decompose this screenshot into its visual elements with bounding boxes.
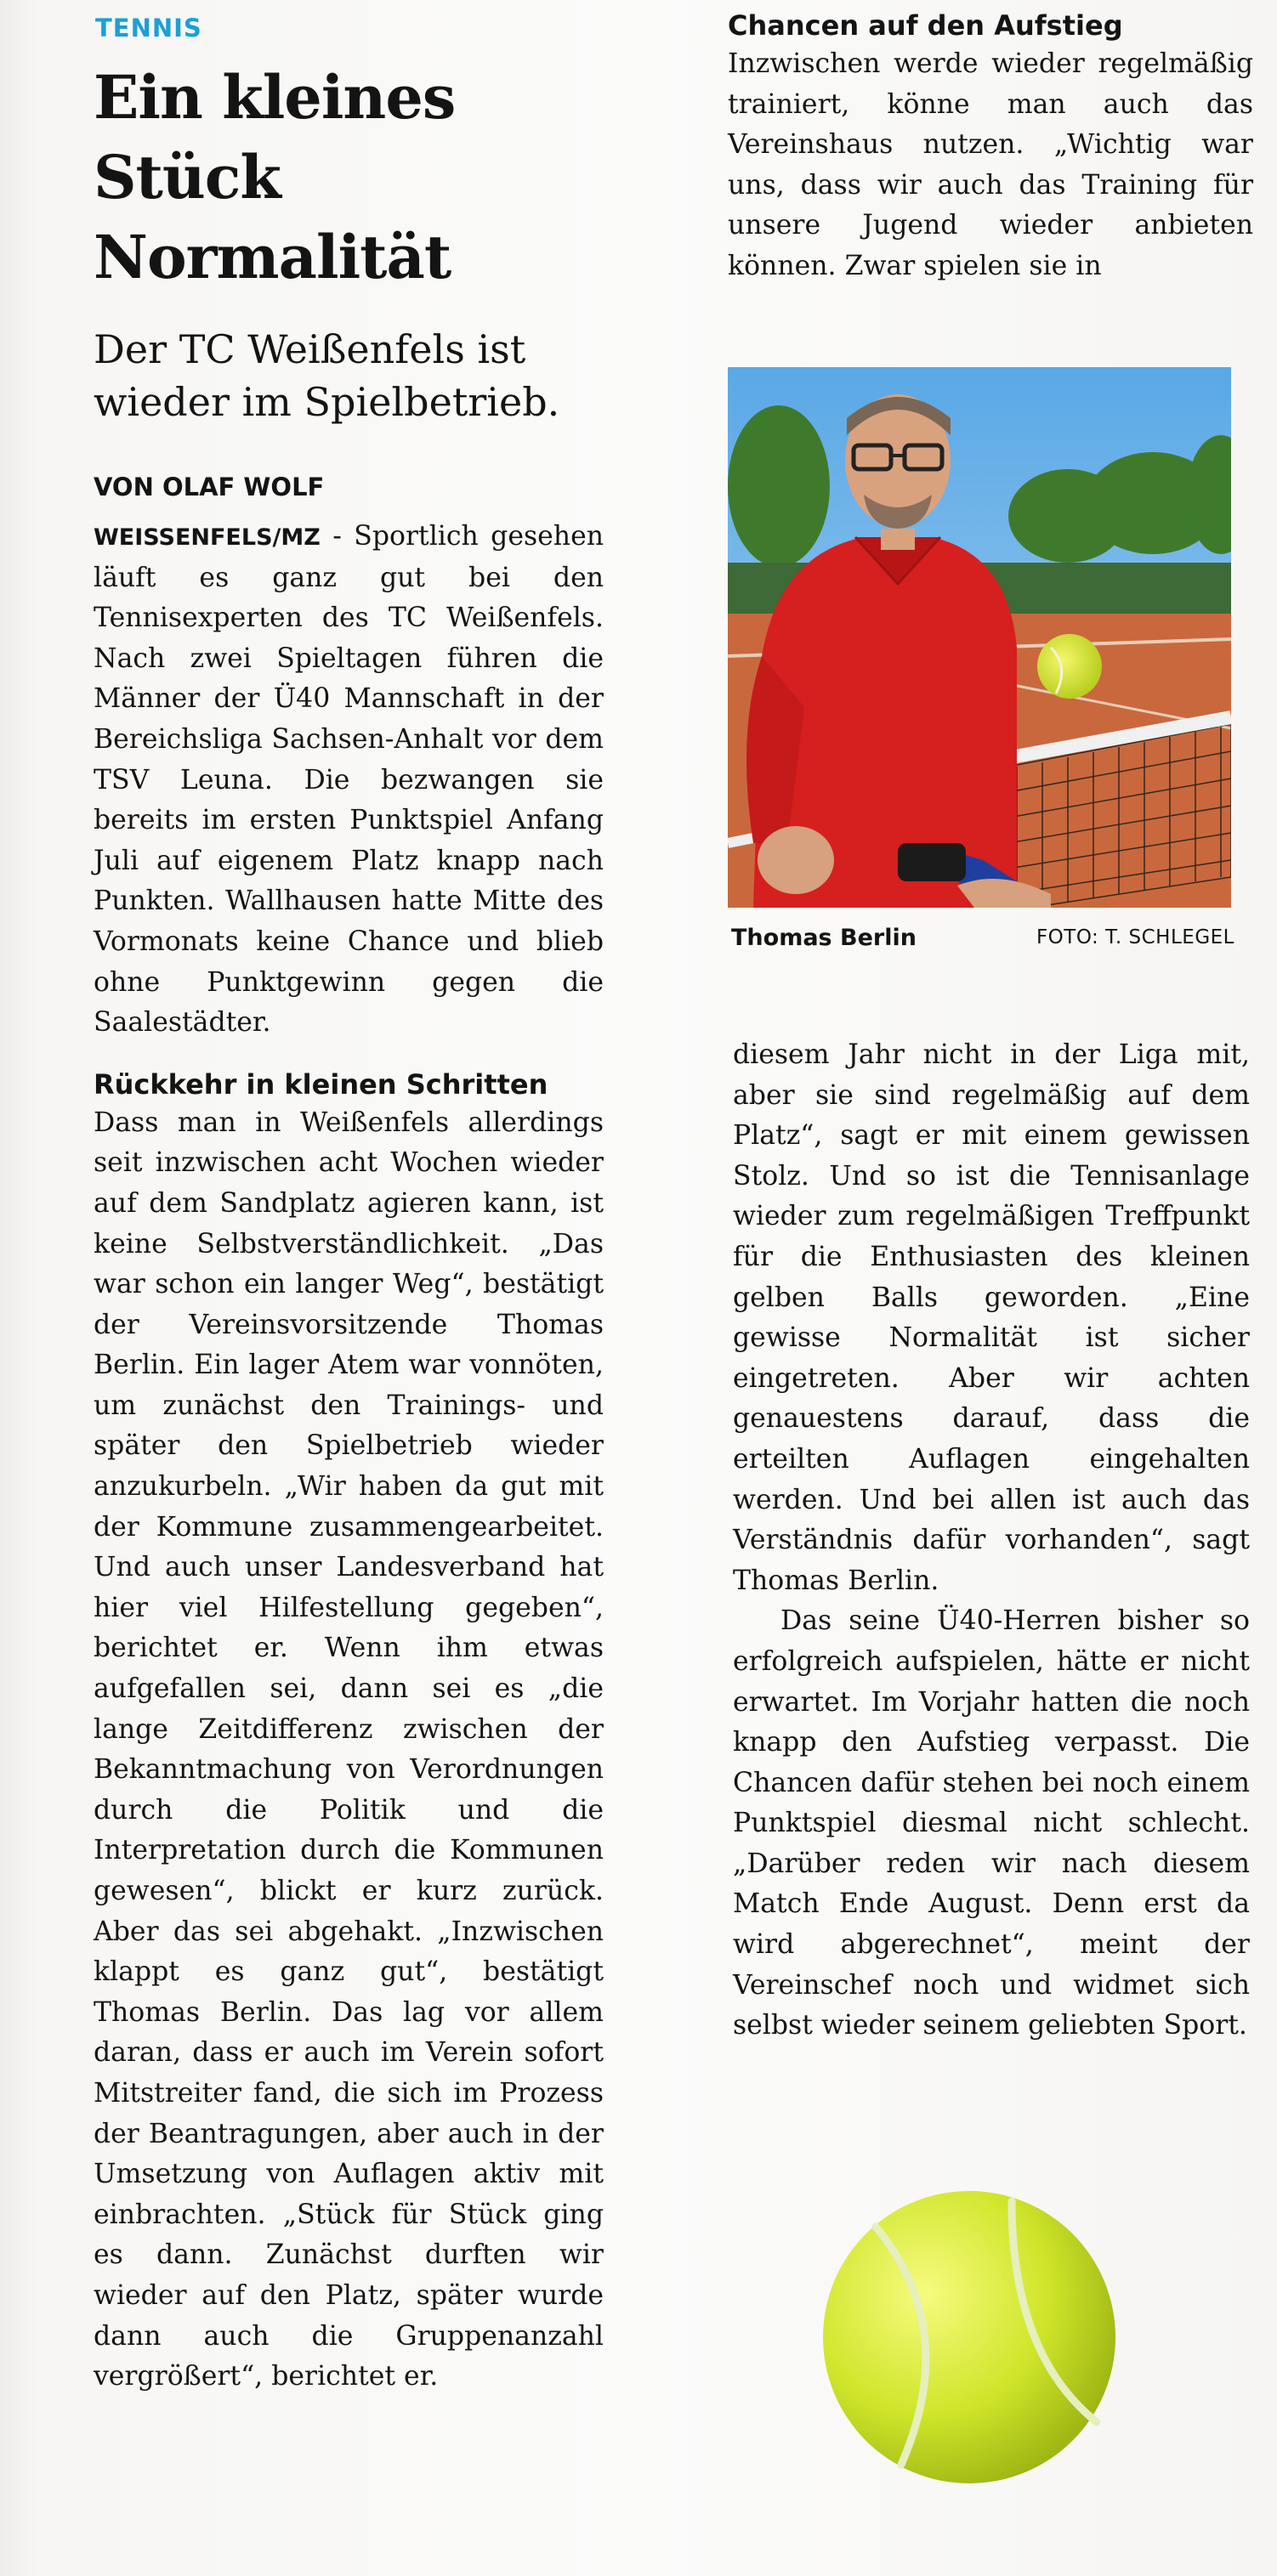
photo-credit: FOTO: T. SCHLEGEL xyxy=(1036,926,1234,948)
right-column-bottom xyxy=(733,1035,1250,2047)
section2-text-last: Das seine Ü40-Herren bisher so erfolgreich aufspielen, hätte er nicht erwartet. Im Vorjahr hatten die noch knapp den Aufstieg verpasst. Die Chancen dafür stehen bei noch einem Punktspiel diesmal nicht schlecht. „Darüber reden wir nach diesem Match Ende August. Denn erst da wird abgerechnet“, meint der Vereinschef noch und widmet sich selbst wieder seinem geliebten Sport. xyxy=(733,1605,1250,2041)
photo-caption xyxy=(731,925,1234,951)
section2-text-bottom: diesem Jahr nicht in der Liga mit, aber sie sind regelmäßig auf dem Platz“, sagt er mit einem gewissen Stolz. Und so ist die Tennisanlage wieder zum regelmäßigen Treffpunkt für die Enthusiasten des kleinen gelben Balls geworden. „Eine gewisse Normalität ist sicher eingetreten. Aber wir achten genauestens darauf, dass die erteilten Auflagen eingehalten werden. Und bei allen ist auch das Verständnis dafür vorhanden“, sagt Thomas Berlin. xyxy=(733,1039,1250,1596)
section2-text-top: Inzwischen werde wieder regelmäßig trainiert, könne man auch das Vereinshaus nutzen. „Wichtig war uns, dass wir auch das Training für unsere Jugend wieder anbieten können. Zwar spielen sie in xyxy=(728,48,1253,281)
left-column xyxy=(94,14,604,2398)
article-photo xyxy=(728,367,1231,908)
intro-paragraph xyxy=(94,517,604,1044)
subheadline: Der TC Weißenfels ist wieder im Spielbetrieb. xyxy=(94,326,560,425)
right-column-top xyxy=(728,7,1253,287)
byline: VON OLAF WOLF xyxy=(94,473,325,501)
tennis-ball-icon xyxy=(816,2184,1122,2490)
headline: Ein kleines Stück Normalität xyxy=(94,62,456,292)
photo-thomas-berlin-image xyxy=(728,367,1231,908)
section2-heading: Chancen auf den Aufstieg xyxy=(728,9,1123,42)
section-kicker: TENNIS xyxy=(95,14,202,42)
intro-text: - Sportlich gesehen läuft es ganz gut bei den Tennisexperten des TC Weißenfels. Nach zwei Spieltagen führen die Männer der Ü40 Mannschaft in der Bereichsliga Sachsen-Anhalt vor dem TSV Leuna. Die bezwangen sie bereits im ersten Punktspiel Anfang Juli auf eigenem Platz knapp nach Punkten. Wallhausen hatte Mitte des Vormonats keine Chance und blieb ohne Punktgewinn gegen die Saalestädter. xyxy=(94,521,604,1039)
tennis-ball-graphic xyxy=(816,2184,1122,2490)
caption-name: Thomas Berlin xyxy=(731,925,917,951)
section1-text: Dass man in Weißenfels allerdings seit inzwischen acht Wochen wieder auf dem Sandplatz agieren kann, ist keine Selbstverständlichkeit. „Das war schon ein langer Weg“, bestätigt der Vereinsvorsitzende Thomas Berlin. Ein lager Atem war vonnöten, um zunächst den Trainings- und später den Spielbetrieb wieder anzukurbeln. „Wir haben da gut mit der Kommune zusammengearbeitet. Und auch unser Landesverband hat hier viel Hilfestellung gegeben“, berichtet er. Wenn ihm etwas aufgefallen sei, dann sei es „die lange Zeitdifferenz zwischen der Bekanntmachung von Verordnungen durch die Politik und die Interpretation durch die Kommunen gewesen“, blickt er kurz zurück. Aber das sei abgehakt. „Inzwischen klappt es ganz gut“, bestätigt Thomas Berlin. Das lag vor allem daran, dass er auch im Verein sofort Mitstreiter fand, die sich im Prozess der Beantragungen, aber auch in der Umsetzung von Auflagen aktiv mit einbrachten. „Stück für Stück ging es dann. Zunächst durften wir wieder auf den Platz, später wurde dann auch die Gruppenanzahl vergrößert“, berichtet er. xyxy=(94,1107,604,2392)
dateline: WEISSENFELS/MZ xyxy=(94,524,321,551)
section1-heading: Rückkehr in kleinen Schritten xyxy=(94,1067,548,1101)
